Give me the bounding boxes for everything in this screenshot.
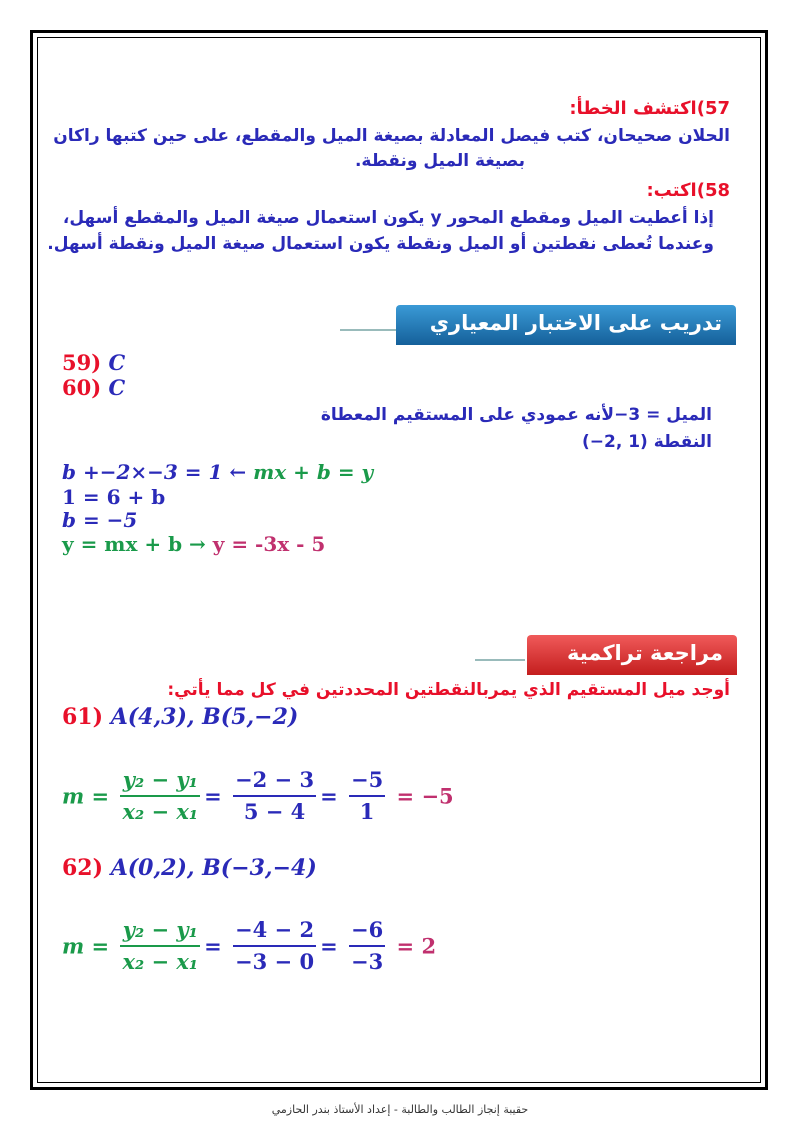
q58-line2: وعندما تُعطى نقطتين أو الميل ونقطة يكون استعمال صيغة الميل ونقطة أسهل.: [47, 234, 714, 254]
note-line1: الميل = 3−لأنه عمودي على المستقيم المعطاة: [320, 405, 712, 425]
note-line2: النقطة (1 ,2−): [581, 432, 712, 452]
slope-62: m = $\frac{\text{y₂ − y₁}}{\text{x₂ − x₁}}$ = $\frac{-4 - 2}{-3 - 0}$ = $\frac{-6}{-3}$ = 2: [62, 915, 436, 977]
q58-line1: إذا أعطيت الميل ومقطع المحور y يكون استعمال صيغة الميل والمقطع أسهل،: [62, 208, 714, 228]
section-title: تدريب على الاختبار المعياري: [429, 311, 722, 335]
slope-61: m = $\frac{\text{y₂ − y₁}}{\text{x₂ − x₁}}$ = $\frac{-2 - 3}{5 - 4}$ = $\frac{-5}{1}$ = −5: [62, 765, 454, 827]
page-footer: حقيبة إنجاز الطالب والطالبة - إعداد الأستاذ بندر الحازمي: [271, 1103, 529, 1116]
slope-formula: [120, 915, 200, 977]
q57-label: 57)اكتشف الخطأ:: [569, 98, 730, 119]
slope-substituted-denominator: −3 − 0: [235, 949, 315, 974]
answer-60-number: 60): [62, 375, 102, 400]
review-prompt: أوجد ميل المستقيم الذي يمربالنقطتين المحددتين في كل مما يأتي:: [167, 680, 730, 700]
slope-substituted: [233, 915, 316, 977]
slope-substituted: [233, 765, 316, 827]
slope-substituted-numerator: −4 − 2: [233, 915, 316, 947]
slope-formula-denominator: x₂ − x₁: [122, 949, 199, 974]
solve-line1: [62, 460, 373, 484]
slope-substituted-numerator: −2 − 3: [233, 765, 316, 797]
answer-59: [62, 350, 125, 375]
q57-line2: بصيغة الميل ونقطة.: [354, 151, 525, 171]
solve-line1-left: b +−2×−3 = 1 ←: [62, 460, 247, 484]
banner-tail: [475, 659, 525, 661]
solve-line3: b = −5: [62, 508, 138, 532]
problem-62: [62, 855, 317, 881]
slope-simplified: [349, 765, 385, 827]
section-banner-standard-test: [340, 305, 736, 345]
q58-label: 58)اكتب:: [646, 180, 730, 201]
answer-59-value: C: [108, 350, 126, 375]
solve-line2: 1 = 6 + b: [62, 485, 166, 509]
section-banner-cumulative-review: [475, 635, 737, 675]
solve-line4-left: y = mx + b →: [62, 532, 206, 556]
answer-60-value: C: [108, 375, 126, 400]
solve-line4: [62, 532, 325, 556]
solve-line4-right: y = -3x - 5: [212, 532, 326, 556]
answer-59-number: 59): [62, 350, 102, 375]
banner-tail: [340, 329, 400, 331]
slope-formula-numerator: y₂ − y₁: [120, 765, 200, 797]
slope-simplified-denominator: −3: [351, 949, 384, 974]
slope-62-m: m =: [62, 933, 110, 959]
q57-line1: الحلان صحيحان، كتب فيصل المعادلة بصيغة الميل والمقطع، على حين كتبها راكان: [53, 126, 730, 146]
section-title: مراجعة تراكمية: [566, 641, 723, 665]
slope-formula: [120, 765, 200, 827]
problem-62-points: A(0,2), B(−3,−4): [110, 855, 317, 881]
problem-61-points: A(4,3), B(5,−2): [110, 704, 299, 730]
slope-formula-numerator: y₂ − y₁: [120, 915, 200, 947]
slope-formula-denominator: x₂ − x₁: [122, 799, 199, 824]
problem-62-number: 62): [62, 855, 104, 881]
solve-line1-right: mx + b = y: [253, 460, 374, 484]
problem-61: [62, 704, 298, 730]
slope-61-m: m =: [62, 783, 110, 809]
slope-substituted-denominator: 5 − 4: [243, 799, 306, 824]
problem-61-number: 61): [62, 704, 104, 730]
slope-61-result: = −5: [396, 783, 454, 809]
slope-simplified: [349, 915, 385, 977]
slope-simplified-numerator: −6: [349, 915, 385, 947]
slope-simplified-numerator: −5: [349, 765, 385, 797]
slope-62-result: = 2: [396, 933, 437, 959]
answer-60: [62, 375, 125, 400]
slope-simplified-denominator: 1: [359, 799, 375, 824]
